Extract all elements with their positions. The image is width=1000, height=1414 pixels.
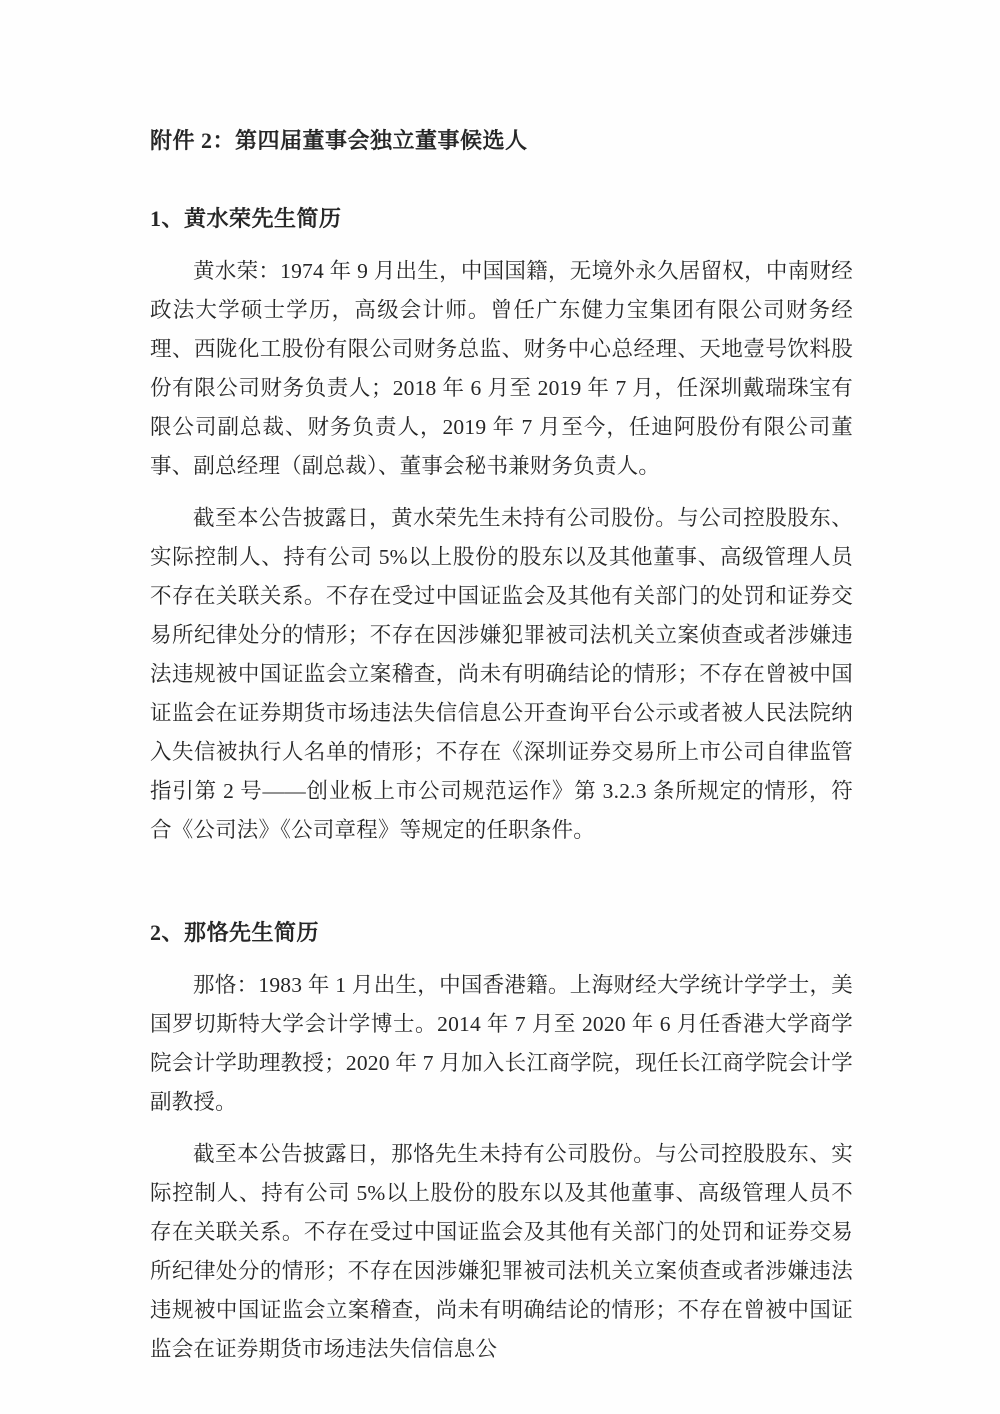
- paragraph-nake-bio: 那恪：1983 年 1 月出生，中国香港籍。上海财经大学统计学学士，美国罗切斯特大学会计学博士。2014 年 7 月至 2020 年 6 月任香港大学商学院会计学助理教授；2020 年 7 月加入长江商学院，现任长江商学院会计学副教授。: [150, 973, 853, 1114]
- paragraph-huang-bio: 黄水荣：1974 年 9 月出生，中国国籍，无境外永久居留权，中南财经政法大学硕士学历，高级会计师。曾任广东健力宝集团有限公司财务经理、西陇化工股份有限公司财务总监、财务中心总经理、天地壹号饮料股份有限公司财务负责人；2018 年 6 月至 2019 年 7 月，任深圳戴瑞珠宝有限公司副总裁、财务负责人，2019 年 7 月至今，任迪阿股份有限公司董事、副总经理（副总裁）、董事会秘书兼财务负责人。: [150, 259, 853, 478]
- section-huang-shuirong: [150, 204, 853, 850]
- document-title: 附件 2：第四届董事会独立董事候选人: [150, 128, 528, 153]
- section-na-ke: [150, 918, 853, 1369]
- paragraph-nake-compliance: 截至本公告披露日，那恪先生未持有公司股份。与公司控股股东、实际控制人、持有公司 5%以上股份的股东以及其他董事、高级管理人员不存在关联关系。不存在受过中国证监会及其他有关部门的处罚和证券交易所纪律处分的情形；不存在因涉嫌犯罪被司法机关立案侦查或者涉嫌违法违规被中国证监会立案稽查，尚未有明确结论的情形；不存在曾被中国证监会在证券期货市场违法失信信息公: [150, 1142, 853, 1361]
- paragraph-huang-compliance: 截至本公告披露日，黄水荣先生未持有公司股份。与公司控股股东、实际控制人、持有公司 5%以上股份的股东以及其他董事、高级管理人员不存在关联关系。不存在受过中国证监会及其他有关部门的处罚和证券交易所纪律处分的情形；不存在因涉嫌犯罪被司法机关立案侦查或者涉嫌违法违规被中国证监会立案稽查，尚未有明确结论的情形；不存在曾被中国证监会在证券期货市场违法失信信息公开查询平台公示或者被人民法院纳入失信被执行人名单的情形；不存在《深圳证券交易所上市公司自律监管指引第 2 号——创业板上市公司规范运作》第 3.2.3 条所规定的情形，符合《公司法》《公司章程》等规定的任职条件。: [150, 506, 853, 842]
- section-heading-na-ke: 2、那恪先生简历: [150, 920, 320, 945]
- section-heading-huang-shuirong: 1、黄水荣先生简历: [150, 206, 342, 231]
